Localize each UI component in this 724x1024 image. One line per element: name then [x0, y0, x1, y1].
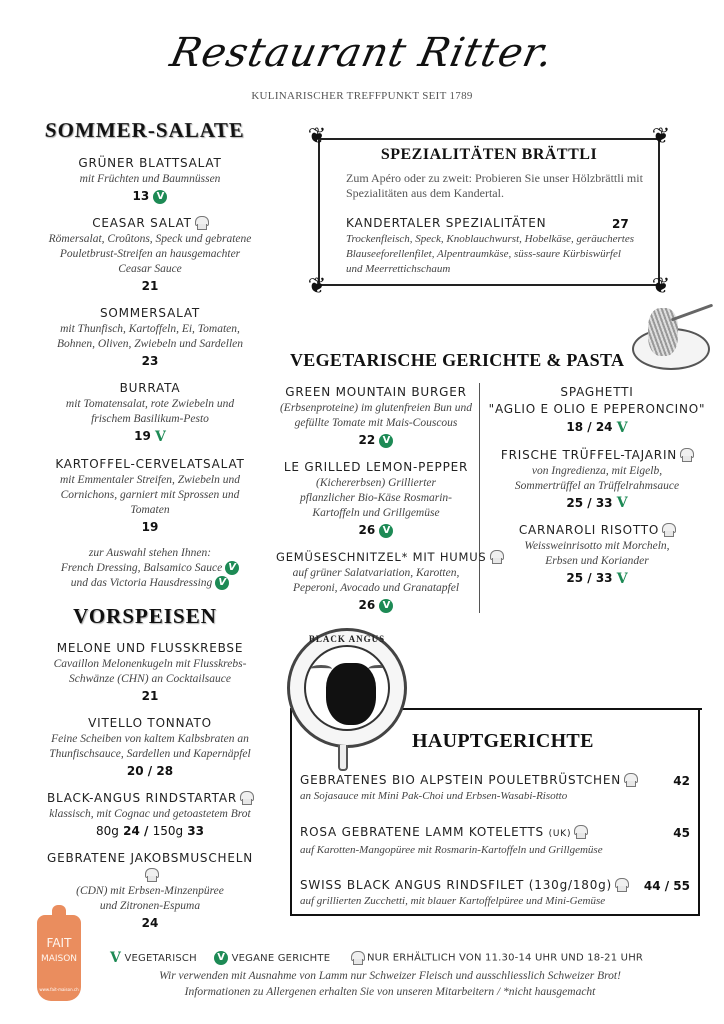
chef-hat-icon [623, 773, 637, 788]
item-price: 13 [132, 189, 150, 203]
item-price: 42 [673, 774, 690, 788]
item-name: ROSA GEBRATENE LAMM KOTELETTS [300, 825, 544, 839]
item-price: 27 [612, 217, 629, 231]
portion-small-label: 80g [96, 824, 119, 838]
menu-item [482, 522, 712, 588]
vegan-icon: V [379, 434, 393, 448]
item-description: von Ingredienza, mit Eigelb, Sommertrüffel an Trüffelrahmsauce [514, 464, 680, 492]
item-description: auf grillierten Zucchetti, mit blauer Kartoffelpüree und Mini-Gemüse [300, 895, 606, 907]
vegan-icon: V [215, 576, 229, 590]
item-description: auf Karotten-Mangopüree mit Rosmarin-Kartoffeln und Grillgemüse [300, 844, 603, 856]
bull-icon [304, 645, 390, 731]
vegan-icon: V [214, 951, 228, 965]
item-price: 24 [141, 916, 159, 930]
menu-item [40, 715, 260, 780]
item-description: Trockenfleisch, Speck, Knoblauchwurst, Hobelkäse, geräuchertes Blauseeforellenfilet, Alpentraumkäse, süss-saure Kürbiswürfel und Meerrettichschaum [346, 233, 634, 275]
item-name: GRÜNER BLATTSALAT [78, 156, 222, 170]
legend [110, 950, 690, 966]
legend-vegan: VEGANE GERICHTE [231, 952, 331, 964]
vegan-icon: V [379, 599, 393, 613]
item-description: auf grüner Salatvariation, Karotten, Peperoni, Avocado und Granatapfel [292, 567, 460, 594]
item-name: GREEN MOUNTAIN BURGER [285, 385, 467, 399]
fait-maison-logo [37, 915, 81, 1001]
chef-hat-icon [239, 791, 253, 806]
vegetarisch-right-list [482, 384, 712, 598]
vegetarian-icon: V [110, 950, 122, 966]
dressing-note [40, 546, 260, 591]
item-description: (Erbsenproteine) im glutenfreien Bun und gefüllte Tomate mit Mais-Couscous [279, 402, 473, 429]
dressing-line-2: und das Victoria Hausdressing [70, 576, 213, 589]
chef-hat-icon [661, 523, 675, 538]
section-heading-vorspeisen [60, 604, 230, 629]
menu-item [40, 380, 260, 446]
item-price: 21 [141, 689, 159, 703]
menu-item [40, 456, 260, 536]
item-name: KARTOFFEL-CERVELATSALAT [55, 456, 245, 471]
chef-hat-icon [144, 868, 158, 883]
item-price: 25 / 33 [566, 571, 613, 585]
spezialitaeten-intro: Zum Apéro oder zu zweit: Probieren Sie unser Hölzbrättli mit Spezialitäten aus dem Kandertal. [346, 171, 643, 200]
column-divider [479, 383, 480, 613]
legend-vegetarian: VEGETARISCH [124, 952, 197, 964]
menu-item [40, 215, 260, 295]
item-price: 45 [673, 826, 690, 840]
item-name: BURRATA [119, 381, 181, 395]
vegetarian-icon: V [155, 428, 166, 445]
item-description: mit Tomatensalat, rote Zwiebeln und frischem Basilikum-Pesto [65, 398, 235, 425]
fait-maison-line-1: FAIT [46, 936, 72, 950]
item-name: KANDERTALER SPEZIALITÄTEN [346, 216, 547, 230]
ornament-corner-icon: ❦ [651, 124, 671, 149]
item-description: Römersalat, Croûtons, Speck und gebratene Pouletbrust-Streifen an hausgemachter Ceasar Sauce [48, 233, 252, 275]
menu-item [276, 549, 487, 614]
restaurant-subtitle: KULINARISCHER TREFFPUNKT SEIT 1789 [251, 90, 473, 102]
fait-maison-line-2: MAISON [40, 954, 78, 964]
ornament-corner-icon: ❦ [307, 124, 327, 149]
fork-icon [671, 304, 713, 322]
item-name: SPAGHETTI [560, 385, 634, 399]
item-name: GEBRATENES BIO ALPSTEIN POULETBRÜSTCHEN [300, 773, 621, 787]
section-heading-spezialitaeten: SPEZIALITÄTEN BRÄTTLI [380, 146, 598, 163]
footer-note-allergens: Informationen zu Allergenen erhalten Sie von unseren Mitarbeitern / *nicht hausgemacht [184, 986, 596, 998]
menu-item [276, 384, 476, 449]
dressing-intro: zur Auswahl stehen Ihnen: [88, 546, 212, 559]
item-price: 22 [358, 433, 376, 447]
vegan-icon: V [379, 524, 393, 538]
hauptgerichte-frame-top [395, 708, 702, 710]
item-name: CARNAROLI RISOTTO [518, 523, 660, 537]
chef-hat-icon [679, 448, 693, 463]
menu-item [276, 459, 476, 539]
legend-chef: NUR ERHÄLTLICH VON 11.30-14 UHR UND 18-21 UHR [367, 952, 644, 964]
ornament-corner-icon: ❦ [307, 274, 327, 299]
item-description: Feine Scheiben von kaltem Kalbsbraten an Thunfischsauce, Sardellen und Kapernäpfel [49, 733, 251, 760]
vegetarisch-left-list [276, 384, 487, 624]
vegetarian-icon: V [616, 495, 628, 511]
item-price: 26 [358, 598, 376, 612]
dressing-line-1: French Dressing, Balsamico Sauce [60, 561, 223, 574]
item-description: mit Thunfisch, Kartoffeln, Ei, Tomaten, Bohnen, Oliven, Zwiebeln und Sardellen [56, 323, 244, 350]
item-price: 26 [358, 523, 376, 537]
vorspeisen-list [40, 640, 260, 942]
item-description: an Sojasauce mit Mini Pak-Choi und Erbsen-Wasabi-Risotto [300, 790, 568, 802]
item-price: 18 / 24 [566, 420, 613, 434]
item-price: 44 / 55 [643, 879, 690, 893]
item-description: mit Emmentaler Streifen, Zwiebeln und Cornichons, garniert mit Sprossen und Tomaten [59, 473, 241, 516]
item-name: MELONE UND FLUSSKREBSE [56, 641, 244, 655]
item-name: VITELLO TONNATO [88, 716, 212, 730]
restaurant-title: Restaurant Ritter. [166, 30, 558, 76]
heading-text: SOMMER-SALATE [44, 118, 246, 142]
vegan-icon: V [225, 561, 239, 575]
vegetarian-icon: V [616, 570, 628, 587]
portion-large-label: 150g [152, 824, 184, 838]
item-price: 25 / 33 [566, 495, 613, 510]
menu-item [300, 772, 690, 804]
item-description: klassisch, mit Cognac und getoastetem Brot [49, 808, 251, 820]
menu-item [40, 790, 260, 840]
item-name: GEBRATENE JAKOBSMUSCHELN [47, 851, 253, 865]
price-large: 33 [187, 824, 204, 838]
item-price: 21 [141, 279, 159, 293]
heading-text: VORSPEISEN [73, 604, 217, 628]
emblem-text: BLACK ANGUS [308, 634, 386, 644]
item-origin: (UK) [548, 829, 572, 839]
item-name: CEASAR SALAT [92, 216, 192, 230]
item-name: FRISCHE TRÜFFEL-TAJARIN [500, 447, 678, 462]
section-heading-vegetarisch: VEGETARISCHE GERICHTE & PASTA [290, 350, 625, 370]
item-price: 19 [141, 519, 159, 534]
menu-item [40, 155, 260, 205]
item-description: (Kichererbsen) Grillierter pflanzlicher Bio-Käse Rosmarin-Kartoffeln und Grillgemüse [299, 477, 453, 519]
emblem-ribbon [338, 745, 348, 771]
item-name: LE GRILLED LEMON-PEPPER [283, 460, 469, 474]
fait-maison-url: www.fait-maison.ch [39, 987, 79, 992]
chef-hat-icon [350, 951, 364, 966]
menu-item [300, 877, 690, 909]
ornament-corner-icon: ❦ [651, 274, 671, 299]
menu-item [300, 824, 690, 858]
section-heading-hauptgerichte: HAUPTGERICHTE [412, 730, 594, 752]
item-name: BLACK-ANGUS RINDSTARTAR [46, 791, 238, 805]
menu-item [482, 384, 712, 437]
price-small: 24 [123, 824, 140, 838]
item-name: SOMMERSALAT [99, 306, 201, 320]
section-heading-sommer-salate [45, 118, 245, 143]
menu-item [40, 305, 260, 370]
item-price: 23 [141, 354, 159, 368]
item-price: 20 / 28 [126, 764, 174, 778]
chef-hat-icon [614, 878, 628, 893]
item-name: GEMÜSESCHNITZEL* MIT HUMUS [276, 550, 487, 564]
item-description: Weissweinrisotto mit Morcheln, Erbsen und Koriander [524, 540, 670, 567]
footer-note-meat: Wir verwenden mit Ausnahme von Lamm nur Schweizer Fleisch und ausschliesslich Schweizer Brot! [159, 970, 621, 982]
sommer-salate-list [40, 155, 260, 601]
item-name-line-2: "AGLIO E OLIO E PEPERONCINO" [488, 402, 706, 416]
vegan-icon: V [153, 190, 167, 204]
menu-item [40, 640, 260, 705]
item-name: SWISS BLACK ANGUS RINDSFILET (130g/180g) [300, 878, 613, 892]
pasta-icon [648, 308, 678, 356]
item-description: Cavaillon Melonenkugeln mit Flusskrebs-Schwänze (CHN) an Cocktailsauce [53, 658, 247, 685]
menu-item [482, 447, 712, 513]
item-price: 19 [134, 429, 151, 443]
item-description: (CDN) mit Erbsen-Minzenpüree und Zitronen-Espuma [76, 885, 224, 912]
chef-hat-icon [573, 825, 587, 840]
item-description: mit Früchten und Baumnüssen [79, 173, 221, 185]
price-separator: / [143, 824, 149, 838]
chef-hat-icon [194, 216, 208, 231]
black-angus-emblem [287, 628, 407, 748]
menu-item [346, 215, 636, 277]
vegetarian-icon: V [616, 419, 628, 436]
